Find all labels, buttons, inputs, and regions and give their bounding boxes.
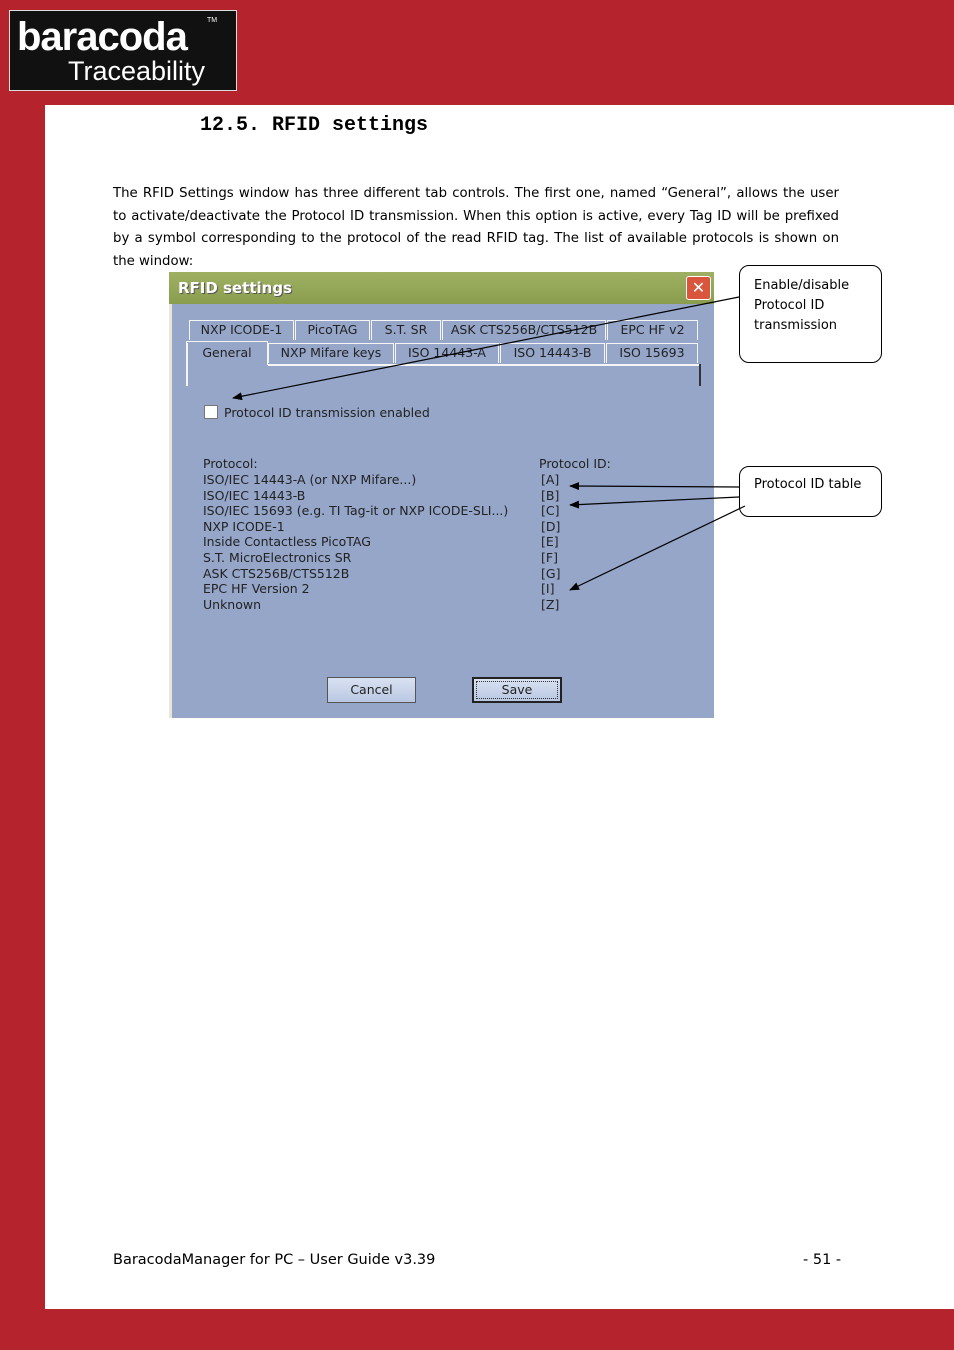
list-item: Inside Contactless PicoTAG (203, 534, 371, 550)
intro-paragraph: The RFID Settings window has three different tab controls. The first one, named “General”, allows the user to activate/deactivate the Protocol ID transmission. When this option is active, every Tag ID will be prefixed by a symbol corresponding to the protocol of the read RFID tag. The list of available protocols is shown on the window: (113, 186, 839, 269)
save-button-label: Save (476, 681, 558, 699)
tab-picotag[interactable]: PicoTAG (295, 320, 370, 340)
dialog-title: RFID settings (178, 279, 292, 297)
list-item: [Z] (541, 596, 560, 612)
tab-general[interactable]: General (186, 341, 268, 365)
section-heading: 12.5. RFID settings (200, 114, 429, 137)
tab-iso-14443-b[interactable]: ISO 14443-B (500, 343, 605, 363)
logo-sub-text: Traceability (68, 56, 206, 86)
list-item: EPC HF Version 2 (203, 581, 310, 597)
cancel-button[interactable]: Cancel (327, 677, 416, 703)
protocol-header: Protocol: (203, 456, 258, 471)
list-item: Unknown (203, 596, 262, 612)
list-item: [G] (541, 565, 561, 581)
logo-main-text: baracoda (17, 15, 187, 59)
checkbox-label: Protocol ID transmission enabled (224, 405, 430, 420)
list-item: [B] (541, 487, 560, 503)
arrow-to-id-a (570, 486, 739, 487)
list-item: NXP ICODE-1 (203, 518, 285, 534)
tab-st-sr[interactable]: S.T. SR (371, 320, 441, 340)
callout-protocol-id-table: Protocol ID table (739, 466, 882, 517)
footer-page-number: - 51 - (803, 1252, 842, 1268)
tab-iso-14443-a[interactable]: ISO 14443-A (395, 343, 499, 363)
list-item: [C] (541, 503, 560, 519)
arrow-to-id-c (570, 497, 739, 505)
tab-nxp-icode-1[interactable]: NXP ICODE-1 (189, 320, 294, 340)
tab-nxp-mifare-keys[interactable]: NXP Mifare keys (268, 343, 394, 363)
close-icon[interactable]: ✕ (686, 276, 711, 300)
list-item: [E] (541, 534, 559, 550)
arrow-to-checkbox (233, 297, 739, 398)
list-item: S.T. MicroElectronics SR (203, 549, 352, 565)
footer-doc-title: BaracodaManager for PC – User Guide v3.39 (113, 1252, 436, 1268)
logo-trademark: TM (207, 17, 218, 24)
list-item: [A] (541, 472, 560, 487)
arrow-to-id-i (570, 506, 745, 590)
tab-ask-cts[interactable]: ASK CTS256B/CTS512B (442, 320, 606, 340)
protocol-id-header: Protocol ID: (539, 456, 611, 471)
list-item: [D] (541, 518, 561, 534)
list-item: ISO/IEC 14443-B (203, 487, 306, 503)
list-item: ASK CTS256B/CTS512B (203, 565, 350, 581)
tab-epc-hf-v2[interactable]: EPC HF v2 (607, 320, 698, 340)
list-item: ISO/IEC 14443-A (or NXP Mifare...) (203, 472, 417, 487)
list-item: ISO/IEC 15693 (e.g. TI Tag-it or NXP ICODE-SLI...) (203, 503, 509, 519)
callout-enable-disable: Enable/disable Protocol ID transmission (739, 265, 882, 363)
list-item: [F] (541, 549, 558, 565)
list-item: [I] (541, 581, 555, 597)
tab-iso-15693[interactable]: ISO 15693 (606, 343, 698, 363)
